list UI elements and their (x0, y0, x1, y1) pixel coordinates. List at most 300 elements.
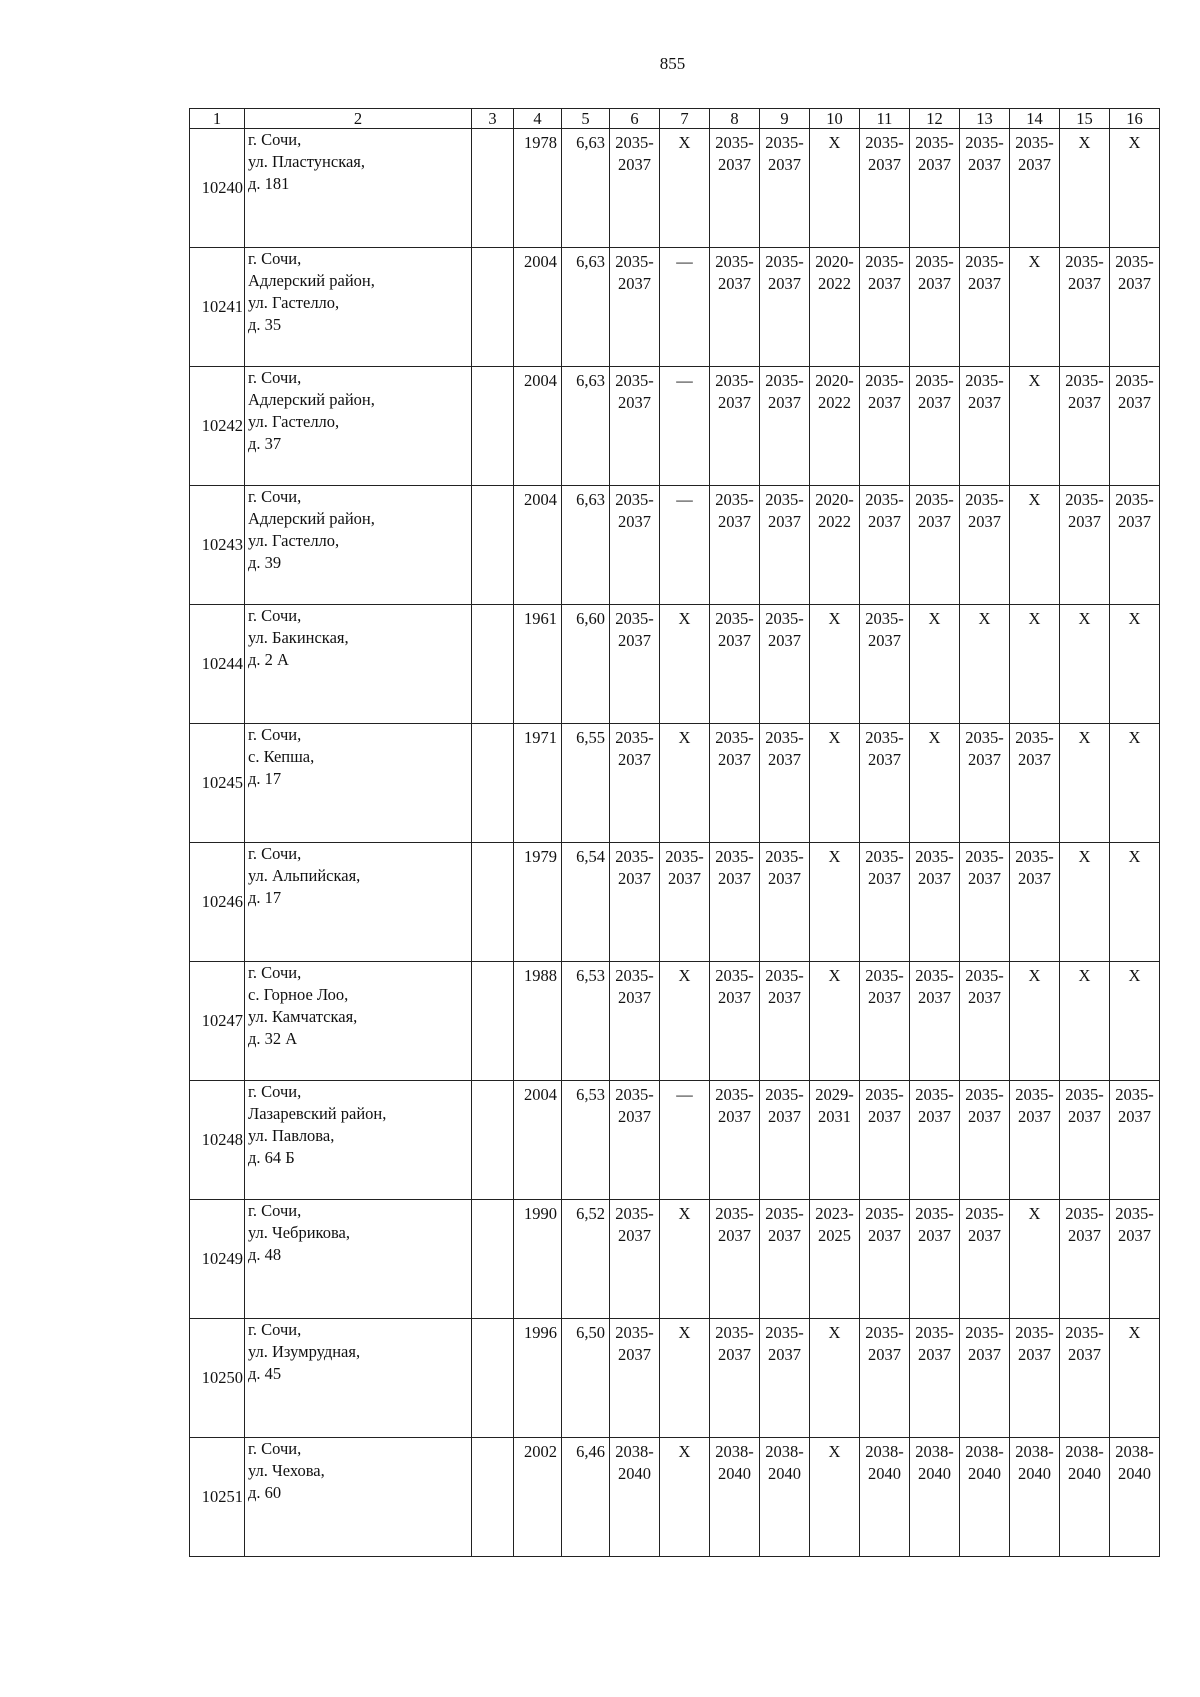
period-cell-8-line: 2035- (715, 1323, 754, 1342)
period-cell-9 (760, 1200, 810, 1319)
address-cell (245, 605, 472, 724)
column-3-cell (472, 605, 514, 724)
period-cell-11-line: 2035- (865, 966, 904, 985)
period-cell-7 (660, 486, 710, 605)
area-cell: 6,50 (562, 1319, 610, 1438)
period-cell-14-line: Х (1028, 1204, 1041, 1223)
address-cell-line: ул. Гастелло, (248, 531, 340, 550)
period-cell-11 (860, 1438, 910, 1557)
register-table (189, 108, 1160, 1557)
year-cell: 1961 (514, 605, 562, 724)
period-cell-12-line: 2035- (915, 847, 954, 866)
period-cell-13 (960, 367, 1010, 486)
period-cell-7-line: Х (678, 1442, 691, 1461)
period-cell-6-line: 2037 (618, 631, 651, 650)
period-cell-9 (760, 248, 810, 367)
address-cell-line: д. 64 Б (248, 1148, 295, 1167)
period-cell-10-line: 2025 (818, 1226, 851, 1245)
period-cell-9-line: 2037 (768, 750, 801, 769)
address-cell-line: ул. Чебрикова, (248, 1223, 350, 1242)
column-3-cell (472, 1081, 514, 1200)
period-cell-13 (960, 1081, 1010, 1200)
period-cell-15-line: 2035- (1065, 1323, 1104, 1342)
period-cell-6-line: 2035- (615, 728, 654, 747)
period-cell-11-line: 2037 (868, 869, 901, 888)
period-cell-11-line: 2037 (868, 512, 901, 531)
column-header: 12 (910, 109, 960, 129)
period-cell-13 (960, 843, 1010, 962)
period-cell-15-line: 2037 (1068, 1345, 1101, 1364)
period-cell-14 (1010, 367, 1060, 486)
period-cell-8-line: 2035- (715, 371, 754, 390)
period-cell-15-line: Х (1078, 133, 1091, 152)
period-cell-11-line: 2040 (868, 1464, 901, 1483)
period-cell-15 (1060, 367, 1110, 486)
address-cell-line: д. 2 А (248, 650, 289, 669)
period-cell-10 (810, 129, 860, 248)
address-cell-line: д. 39 (248, 553, 282, 572)
period-cell-12 (910, 724, 960, 843)
table-row (190, 843, 1160, 962)
period-cell-9-line: 2035- (765, 1085, 804, 1104)
period-cell-8 (710, 1200, 760, 1319)
period-cell-6-line: 2040 (618, 1464, 651, 1483)
row-number: 10243 (190, 486, 245, 605)
period-cell-15-line: 2037 (1068, 393, 1101, 412)
row-number: 10246 (190, 843, 245, 962)
period-cell-13-line: 2035- (965, 371, 1004, 390)
period-cell-15-line: 2035- (1065, 1085, 1104, 1104)
row-number: 10245 (190, 724, 245, 843)
period-cell-6 (610, 1200, 660, 1319)
period-cell-9 (760, 605, 810, 724)
period-cell-12-line: 2037 (918, 988, 951, 1007)
period-cell-15-line: 2037 (1068, 1107, 1101, 1126)
period-cell-8-line: 2040 (718, 1464, 751, 1483)
period-cell-16-line: 2037 (1118, 274, 1151, 293)
period-cell-6-line: 2037 (618, 393, 651, 412)
period-cell-11-line: 2035- (865, 728, 904, 747)
period-cell-14-line: 2035- (1015, 1323, 1054, 1342)
period-cell-9 (760, 1319, 810, 1438)
period-cell-10 (810, 1438, 860, 1557)
period-cell-13-line: 2035- (965, 1204, 1004, 1223)
period-cell-13-line: 2037 (968, 1345, 1001, 1364)
period-cell-16 (1110, 1081, 1160, 1200)
period-cell-10-line: Х (828, 1442, 841, 1461)
period-cell-16-line: Х (1128, 728, 1141, 747)
period-cell-10-line: 2020- (815, 490, 854, 509)
period-cell-9-line: 2035- (765, 1204, 804, 1223)
period-cell-13-line: 2037 (968, 750, 1001, 769)
address-cell (245, 1200, 472, 1319)
period-cell-15 (1060, 1081, 1110, 1200)
period-cell-13-line: 2035- (965, 133, 1004, 152)
period-cell-9 (760, 1438, 810, 1557)
area-cell: 6,63 (562, 248, 610, 367)
period-cell-12-line: 2037 (918, 1345, 951, 1364)
period-cell-13-line: Х (978, 609, 991, 628)
period-cell-7 (660, 1438, 710, 1557)
address-cell-line: ул. Альпийская, (248, 866, 361, 885)
year-cell: 2002 (514, 1438, 562, 1557)
period-cell-11-line: 2037 (868, 750, 901, 769)
period-cell-12-line: 2035- (915, 1204, 954, 1223)
period-cell-10-line: 2022 (818, 512, 851, 531)
period-cell-16-line: 2035- (1115, 371, 1154, 390)
period-cell-11-line: 2037 (868, 631, 901, 650)
period-cell-11-line: 2035- (865, 1085, 904, 1104)
period-cell-7-line: 2035- (665, 847, 704, 866)
address-cell-line: г. Сочи, (248, 1439, 302, 1458)
period-cell-14-line: Х (1028, 966, 1041, 985)
period-cell-14-line: 2037 (1018, 869, 1051, 888)
period-cell-9-line: 2035- (765, 133, 804, 152)
period-cell-11 (860, 367, 910, 486)
period-cell-12 (910, 1081, 960, 1200)
period-cell-12-line: 2037 (918, 274, 951, 293)
period-cell-10 (810, 843, 860, 962)
row-number: 10250 (190, 1319, 245, 1438)
column-header: 1 (190, 109, 245, 129)
period-cell-10-line: 2020- (815, 252, 854, 271)
table-row (190, 1200, 1160, 1319)
address-cell-line: ул. Гастелло, (248, 293, 340, 312)
period-cell-11 (860, 962, 910, 1081)
period-cell-14-line: 2035- (1015, 728, 1054, 747)
address-cell (245, 129, 472, 248)
period-cell-7 (660, 1081, 710, 1200)
period-cell-15-line: 2035- (1065, 490, 1104, 509)
period-cell-9 (760, 962, 810, 1081)
row-number: 10242 (190, 367, 245, 486)
address-cell-line: Адлерский район, (248, 271, 375, 290)
page-number: 855 (659, 54, 686, 73)
area-cell: 6,46 (562, 1438, 610, 1557)
period-cell-7 (660, 1200, 710, 1319)
period-cell-10-line: Х (828, 609, 841, 628)
period-cell-12-line: 2035- (915, 371, 954, 390)
period-cell-12 (910, 605, 960, 724)
period-cell-14 (1010, 1200, 1060, 1319)
period-cell-8-line: 2037 (718, 988, 751, 1007)
address-cell-line: Адлерский район, (248, 390, 375, 409)
period-cell-12 (910, 367, 960, 486)
period-cell-15 (1060, 843, 1110, 962)
address-cell-line: г. Сочи, (248, 487, 302, 506)
year-cell: 2004 (514, 1081, 562, 1200)
column-header: 7 (660, 109, 710, 129)
column-header: 5 (562, 109, 610, 129)
period-cell-16-line: 2035- (1115, 490, 1154, 509)
period-cell-7-line: 2037 (668, 869, 701, 888)
period-cell-6 (610, 1438, 660, 1557)
period-cell-16 (1110, 248, 1160, 367)
period-cell-12-line: 2035- (915, 490, 954, 509)
column-header: 9 (760, 109, 810, 129)
period-cell-16 (1110, 129, 1160, 248)
column-header: 8 (710, 109, 760, 129)
period-cell-12 (910, 1200, 960, 1319)
period-cell-12-line: 2035- (915, 1323, 954, 1342)
period-cell-12-line: 2037 (918, 1226, 951, 1245)
period-cell-8 (710, 1081, 760, 1200)
period-cell-10-line: Х (828, 966, 841, 985)
period-cell-6 (610, 962, 660, 1081)
period-cell-12 (910, 962, 960, 1081)
period-cell-15 (1060, 605, 1110, 724)
period-cell-10-line: 2031 (818, 1107, 851, 1126)
address-cell (245, 724, 472, 843)
area-cell: 6,55 (562, 724, 610, 843)
period-cell-14-line: Х (1028, 609, 1041, 628)
period-cell-16 (1110, 1200, 1160, 1319)
address-cell-line: ул. Чехова, (248, 1461, 325, 1480)
column-header: 4 (514, 109, 562, 129)
period-cell-10-line: 2029- (815, 1085, 854, 1104)
period-cell-15-line: 2035- (1065, 252, 1104, 271)
period-cell-16 (1110, 1438, 1160, 1557)
period-cell-15-line: Х (1078, 728, 1091, 747)
period-cell-6-line: 2037 (618, 512, 651, 531)
period-cell-7-line: — (676, 252, 693, 271)
table-row (190, 1319, 1160, 1438)
period-cell-6-line: 2035- (615, 133, 654, 152)
address-cell-line: ул. Павлова, (248, 1126, 335, 1145)
table-row (190, 129, 1160, 248)
period-cell-7 (660, 129, 710, 248)
period-cell-12 (910, 843, 960, 962)
period-cell-16-line: 2037 (1118, 1107, 1151, 1126)
period-cell-13 (960, 129, 1010, 248)
period-cell-13 (960, 486, 1010, 605)
period-cell-7 (660, 1319, 710, 1438)
period-cell-7-line: Х (678, 1204, 691, 1223)
period-cell-12-line: 2035- (915, 133, 954, 152)
address-cell-line: ул. Пластунская, (248, 152, 366, 171)
period-cell-9 (760, 1081, 810, 1200)
period-cell-15 (1060, 129, 1110, 248)
year-cell: 2004 (514, 367, 562, 486)
column-header: 16 (1110, 109, 1160, 129)
area-cell: 6,54 (562, 843, 610, 962)
table-row (190, 486, 1160, 605)
address-cell (245, 248, 472, 367)
period-cell-13-line: 2037 (968, 988, 1001, 1007)
period-cell-8-line: 2035- (715, 490, 754, 509)
period-cell-12-line: 2035- (915, 252, 954, 271)
period-cell-8 (710, 1438, 760, 1557)
period-cell-13 (960, 1319, 1010, 1438)
period-cell-13-line: 2037 (968, 869, 1001, 888)
period-cell-9 (760, 724, 810, 843)
table-row (190, 1081, 1160, 1200)
period-cell-14 (1010, 1081, 1060, 1200)
period-cell-9 (760, 486, 810, 605)
period-cell-16 (1110, 605, 1160, 724)
period-cell-12-line: 2037 (918, 1107, 951, 1126)
period-cell-9-line: 2035- (765, 1323, 804, 1342)
period-cell-12-line: 2037 (918, 869, 951, 888)
period-cell-7-line: — (676, 490, 693, 509)
period-cell-7 (660, 962, 710, 1081)
row-number: 10248 (190, 1081, 245, 1200)
year-cell: 1971 (514, 724, 562, 843)
period-cell-12 (910, 486, 960, 605)
period-cell-14 (1010, 1438, 1060, 1557)
row-number: 10247 (190, 962, 245, 1081)
column-3-cell (472, 1319, 514, 1438)
period-cell-12-line: 2037 (918, 155, 951, 174)
period-cell-6-line: 2037 (618, 750, 651, 769)
period-cell-14 (1010, 1319, 1060, 1438)
period-cell-16 (1110, 724, 1160, 843)
table-row (190, 367, 1160, 486)
period-cell-6-line: 2035- (615, 1323, 654, 1342)
period-cell-13 (960, 248, 1010, 367)
period-cell-11 (860, 248, 910, 367)
column-3-cell (472, 486, 514, 605)
address-cell-line: г. Сочи, (248, 1201, 302, 1220)
period-cell-10 (810, 367, 860, 486)
period-cell-10 (810, 248, 860, 367)
period-cell-16-line: 2035- (1115, 252, 1154, 271)
table-row (190, 248, 1160, 367)
period-cell-6 (610, 724, 660, 843)
period-cell-13-line: 2035- (965, 966, 1004, 985)
address-cell-line: д. 17 (248, 888, 282, 907)
period-cell-7-line: Х (678, 728, 691, 747)
period-cell-8-line: 2037 (718, 274, 751, 293)
period-cell-11-line: 2035- (865, 252, 904, 271)
period-cell-6-line: 2037 (618, 1107, 651, 1126)
period-cell-12-line: 2035- (915, 966, 954, 985)
period-cell-8-line: 2037 (718, 750, 751, 769)
address-cell-line: г. Сочи, (248, 130, 302, 149)
period-cell-11-line: 2037 (868, 274, 901, 293)
period-cell-14-line: 2035- (1015, 133, 1054, 152)
column-header: 11 (860, 109, 910, 129)
period-cell-9-line: 2037 (768, 1226, 801, 1245)
table-body (190, 129, 1160, 1557)
row-number: 10251 (190, 1438, 245, 1557)
address-cell-line: г. Сочи, (248, 1320, 302, 1339)
column-3-cell (472, 1438, 514, 1557)
period-cell-6-line: 2035- (615, 252, 654, 271)
period-cell-8-line: 2035- (715, 133, 754, 152)
period-cell-11 (860, 486, 910, 605)
period-cell-8-line: 2035- (715, 1085, 754, 1104)
period-cell-13-line: 2035- (965, 1323, 1004, 1342)
period-cell-11-line: 2035- (865, 371, 904, 390)
period-cell-8-line: 2037 (718, 869, 751, 888)
address-cell-line: ул. Гастелло, (248, 412, 340, 431)
period-cell-10 (810, 486, 860, 605)
period-cell-15 (1060, 486, 1110, 605)
column-3-cell (472, 962, 514, 1081)
period-cell-12-line: 2035- (915, 1085, 954, 1104)
period-cell-8-line: 2035- (715, 1204, 754, 1223)
period-cell-6-line: 2035- (615, 966, 654, 985)
period-cell-8-line: 2035- (715, 728, 754, 747)
address-cell-line: г. Сочи, (248, 963, 302, 982)
period-cell-13 (960, 1200, 1010, 1319)
period-cell-14 (1010, 486, 1060, 605)
period-cell-13-line: 2035- (965, 728, 1004, 747)
period-cell-9-line: 2038- (765, 1442, 804, 1461)
column-header: 13 (960, 109, 1010, 129)
period-cell-6-line: 2035- (615, 1085, 654, 1104)
period-cell-6-line: 2038- (615, 1442, 654, 1461)
period-cell-13-line: 2035- (965, 252, 1004, 271)
period-cell-8-line: 2037 (718, 393, 751, 412)
period-cell-14-line: 2035- (1015, 1085, 1054, 1104)
row-number: 10244 (190, 605, 245, 724)
area-cell: 6,53 (562, 1081, 610, 1200)
period-cell-12-line: 2040 (918, 1464, 951, 1483)
address-cell-line: Адлерский район, (248, 509, 375, 528)
period-cell-11-line: 2035- (865, 1204, 904, 1223)
period-cell-13-line: 2035- (965, 490, 1004, 509)
period-cell-11 (860, 1081, 910, 1200)
period-cell-9-line: 2037 (768, 631, 801, 650)
period-cell-16-line: Х (1128, 609, 1141, 628)
period-cell-6-line: 2037 (618, 1345, 651, 1364)
period-cell-9 (760, 843, 810, 962)
period-cell-16-line: 2037 (1118, 393, 1151, 412)
period-cell-9-line: 2035- (765, 609, 804, 628)
period-cell-7 (660, 724, 710, 843)
period-cell-8-line: 2035- (715, 966, 754, 985)
period-cell-13 (960, 962, 1010, 1081)
row-number: 10249 (190, 1200, 245, 1319)
period-cell-6-line: 2037 (618, 1226, 651, 1245)
column-number-row (190, 109, 1160, 129)
address-cell-line: д. 181 (248, 174, 290, 193)
period-cell-11-line: 2035- (865, 133, 904, 152)
period-cell-9-line: 2037 (768, 155, 801, 174)
period-cell-12 (910, 248, 960, 367)
period-cell-11 (860, 843, 910, 962)
period-cell-16-line: Х (1128, 847, 1141, 866)
period-cell-6-line: 2035- (615, 1204, 654, 1223)
period-cell-9-line: 2035- (765, 252, 804, 271)
period-cell-14-line: Х (1028, 252, 1041, 271)
period-cell-13-line: 2037 (968, 274, 1001, 293)
period-cell-11-line: 2037 (868, 1226, 901, 1245)
period-cell-15-line: 2040 (1068, 1464, 1101, 1483)
period-cell-16 (1110, 1319, 1160, 1438)
period-cell-8 (710, 724, 760, 843)
period-cell-8-line: 2038- (715, 1442, 754, 1461)
year-cell: 1990 (514, 1200, 562, 1319)
period-cell-6-line: 2037 (618, 274, 651, 293)
period-cell-13-line: 2035- (965, 1085, 1004, 1104)
period-cell-13-line: 2037 (968, 155, 1001, 174)
year-cell: 1979 (514, 843, 562, 962)
period-cell-10-line: 2022 (818, 274, 851, 293)
period-cell-10 (810, 1200, 860, 1319)
period-cell-14 (1010, 248, 1060, 367)
period-cell-16-line: Х (1128, 966, 1141, 985)
period-cell-10 (810, 1319, 860, 1438)
period-cell-11 (860, 724, 910, 843)
area-cell: 6,53 (562, 962, 610, 1081)
period-cell-13-line: 2037 (968, 512, 1001, 531)
period-cell-11-line: 2038- (865, 1442, 904, 1461)
address-cell-line: г. Сочи, (248, 606, 302, 625)
column-3-cell (472, 843, 514, 962)
